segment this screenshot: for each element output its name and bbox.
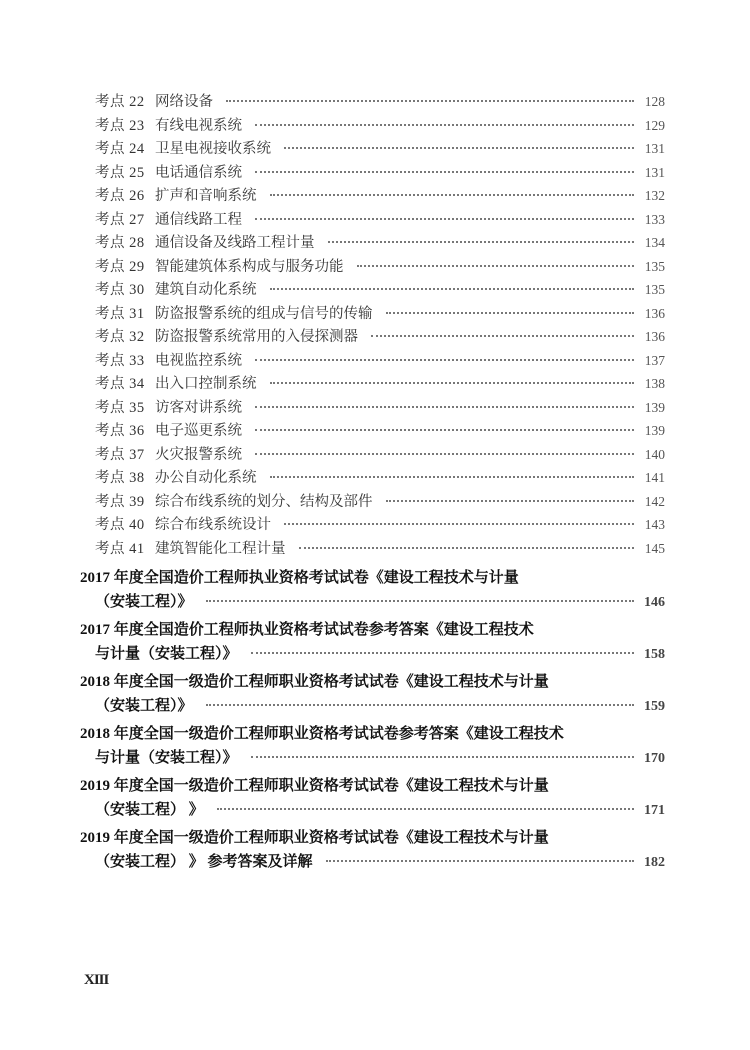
toc-entry-title: 网络设备 [155,94,213,110]
exam-entry [80,722,665,771]
toc-entry-title: 电子巡更系统 [155,423,242,439]
dot-leader [255,406,634,408]
exam-entry-page: 146 [644,595,665,610]
exam-entry-line2: （安装工程）》 [95,698,193,714]
exam-entry [80,774,665,823]
toc-entry [80,325,665,349]
toc-entry [80,184,665,208]
toc-entry-title: 办公自动化系统 [155,470,257,486]
toc-entry-number: 考点 28 [95,235,145,251]
toc-entry-page: 135 [644,282,665,297]
toc-entry-title: 通信线路工程 [155,211,242,228]
dot-leader [326,860,634,862]
toc-entry-page: 145 [644,540,665,556]
toc-entry-title: 卫星电视接收系统 [155,141,271,157]
toc-entry-page: 136 [644,305,665,321]
toc-entry-title: 防盗报警系统的组成与信号的传输 [155,305,373,322]
exam-entry-line1: 2019 年度全国一级造价工程师职业资格考试试卷《建设工程技术与计量 [80,830,549,846]
exam-entry-page: 170 [644,751,665,766]
toc-entry-page: 142 [644,493,665,509]
toc-entry-number: 考点 39 [95,493,145,510]
toc-entry-number: 考点 40 [95,517,145,533]
exam-entry-page: 159 [644,699,665,714]
dot-leader [270,288,635,290]
toc-entry [80,513,665,537]
toc-entry-page: 131 [644,141,665,156]
toc-entry-number: 考点 41 [95,540,145,557]
toc-entry [80,396,665,420]
dot-leader [270,476,635,478]
exam-entry-line2: （安装工程） 》 [95,802,204,818]
dot-leader [357,265,635,267]
toc-entry-page: 128 [644,94,665,109]
toc-entry-title: 防盗报警系统常用的入侵探测器 [155,329,358,345]
exam-entry-line2-row [80,590,665,615]
dot-leader [386,500,635,502]
page-number: XIII [84,972,109,988]
dot-leader [386,312,635,314]
toc-list [80,90,665,560]
toc-entry-page: 136 [644,329,665,344]
toc-entry-page: 129 [644,117,665,133]
dot-leader [284,523,634,525]
toc-entry-number: 考点 30 [95,282,145,298]
toc-entry-title: 电视监控系统 [155,352,242,369]
dot-leader [206,704,634,706]
toc-entry [80,419,665,443]
toc-entry-title: 电话通信系统 [155,164,242,181]
toc-entry-page: 137 [644,352,665,368]
toc-entry [80,231,665,255]
toc-entry-number: 考点 32 [95,329,145,345]
toc-entry-number: 考点 37 [95,446,145,463]
toc-entry [80,90,665,114]
toc-entry [80,490,665,514]
toc-entry-title: 建筑自动化系统 [155,282,257,298]
toc-entry [80,161,665,185]
toc-entry-title: 建筑智能化工程计量 [155,540,286,557]
toc-entry-number: 考点 27 [95,211,145,228]
toc-entry-number: 考点 31 [95,305,145,322]
toc-entry-page: 139 [644,399,665,415]
dot-leader [284,147,634,149]
toc-entry-number: 考点 24 [95,141,145,157]
toc-entry-title: 有线电视系统 [155,117,242,134]
toc-entry-title: 扩声和音响系统 [155,188,257,204]
dot-leader [255,359,634,361]
exam-entry-line1: 2018 年度全国一级造价工程师职业资格考试试卷《建设工程技术与计量 [80,674,549,690]
dot-leader [255,171,634,173]
exam-entry-page: 171 [644,803,665,818]
exam-entry-line1: 2017 年度全国造价工程师执业资格考试试卷参考答案《建设工程技术 [80,622,534,638]
toc-entry-page: 141 [644,470,665,485]
toc-entry-page: 140 [644,446,665,462]
toc-entry-title: 访客对讲系统 [155,399,242,416]
toc-entry-title: 综合布线系统设计 [155,517,271,533]
dot-leader [255,453,634,455]
exam-entry-line2-row [80,798,665,823]
exam-entry-line2-row [80,642,665,667]
toc-entry [80,278,665,302]
dot-leader [270,194,635,196]
toc-entry [80,208,665,232]
exam-entry-line2-row [80,850,665,875]
toc-entry-number: 考点 26 [95,188,145,204]
toc-entry [80,372,665,396]
toc-entry [80,137,665,161]
toc-entry [80,466,665,490]
toc-entry-page: 143 [644,517,665,532]
exam-entry-page: 182 [644,855,665,870]
exam-entry-line1: 2019 年度全国一级造价工程师职业资格考试试卷《建设工程技术与计量 [80,778,549,794]
dot-leader [255,429,634,431]
toc-entry-number: 考点 25 [95,164,145,181]
table-of-contents [80,90,665,878]
toc-entry [80,302,665,326]
toc-entry [80,255,665,279]
toc-entry-page: 135 [644,258,665,274]
dot-leader [270,382,635,384]
toc-entry-title: 出入口控制系统 [155,376,257,392]
exam-entry [80,670,665,719]
toc-entry-page: 134 [644,235,665,250]
exam-entry-line2: （安装工程）》 [95,594,193,610]
dot-leader [371,335,634,337]
toc-entry-number: 考点 29 [95,258,145,275]
toc-entry-page: 131 [644,164,665,180]
dot-leader [226,100,634,102]
exam-entry-line1: 2018 年度全国一级造价工程师职业资格考试试卷参考答案《建设工程技术 [80,726,564,742]
exam-entry-line2-row [80,694,665,719]
dot-leader [251,756,634,758]
toc-entry [80,537,665,561]
toc-entry [80,349,665,373]
toc-entry-page: 138 [644,376,665,391]
toc-entry-title: 智能建筑体系构成与服务功能 [155,258,344,275]
toc-entry-number: 考点 33 [95,352,145,369]
toc-entry-page: 132 [644,188,665,203]
toc-entry-page: 133 [644,211,665,227]
dot-leader [217,808,634,810]
exam-entry-line1: 2017 年度全国造价工程师执业资格考试试卷《建设工程技术与计量 [80,570,519,586]
exam-list [80,566,665,875]
toc-entry-title: 火灾报警系统 [155,446,242,463]
toc-entry-title: 综合布线系统的划分、结构及部件 [155,493,373,510]
toc-entry-number: 考点 36 [95,423,145,439]
exam-entry-line2: 与计量（安装工程）》 [95,646,238,662]
toc-entry-page: 139 [644,423,665,438]
toc-entry [80,114,665,138]
toc-entry [80,443,665,467]
toc-entry-title: 通信设备及线路工程计量 [155,235,315,251]
dot-leader [251,652,634,654]
exam-entry-line2-row [80,746,665,771]
toc-entry-number: 考点 38 [95,470,145,486]
toc-entry-number: 考点 35 [95,399,145,416]
exam-entry-line2: （安装工程） 》 参考答案及详解 [95,854,313,870]
toc-entry-number: 考点 23 [95,117,145,134]
exam-entry [80,566,665,615]
dot-leader [206,600,634,602]
dot-leader [328,241,635,243]
exam-entry-page: 158 [644,647,665,662]
exam-entry-line2: 与计量（安装工程）》 [95,750,238,766]
dot-leader [299,547,635,549]
dot-leader [255,218,634,220]
dot-leader [255,124,634,126]
exam-entry [80,826,665,875]
toc-entry-number: 考点 34 [95,376,145,392]
toc-entry-number: 考点 22 [95,94,145,110]
exam-entry [80,618,665,667]
